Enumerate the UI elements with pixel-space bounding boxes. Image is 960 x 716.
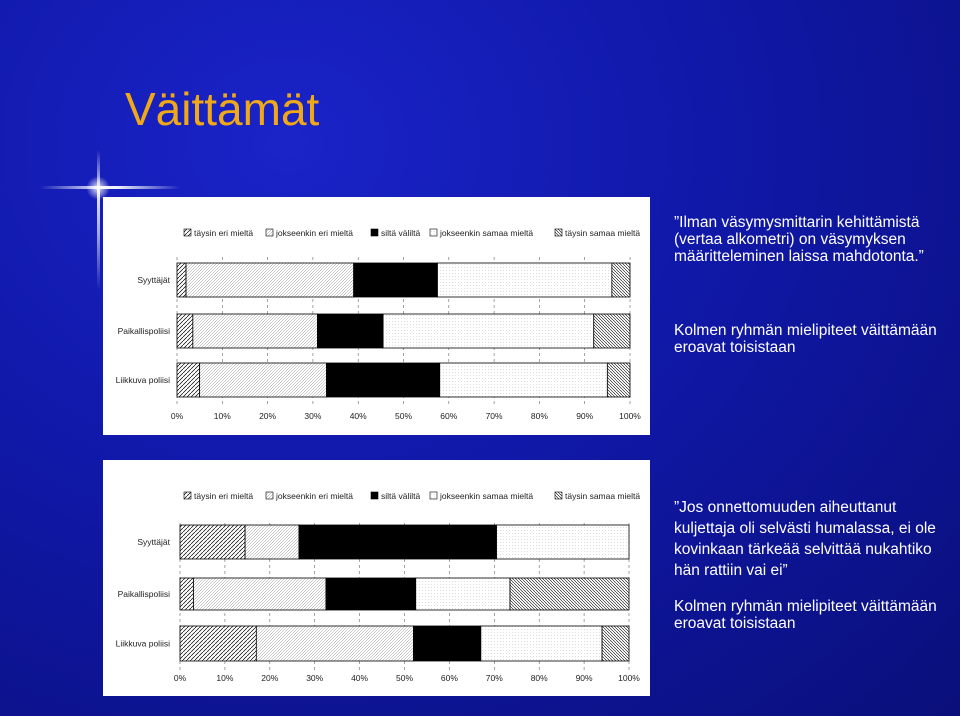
legend-swatch-taysin-samaa-mielta (555, 492, 562, 499)
bar-segment-paikallispoliisi-taysin-samaa-mielta (594, 314, 630, 348)
x-tick-label: 50% (395, 673, 414, 683)
bar-segment-syyttajat-jokseenkin-eri-mielta (245, 525, 299, 559)
x-tick-label: 50% (394, 411, 413, 421)
bar-segment-syyttajat-jokseenkin-samaa-mielta (437, 263, 611, 297)
category-label-liikkuva-poliisi: Liikkuva poliisi (115, 638, 170, 649)
legend-label-taysin-eri-mielta: täysin eri mieltä (194, 491, 254, 501)
bar-segment-paikallispoliisi-jokseenkin-samaa-mielta (383, 314, 594, 348)
bar-segment-syyttajat-taysin-eri-mielta (180, 525, 245, 559)
legend-label-taysin-samaa-mielta: täysin samaa mieltä (565, 491, 641, 501)
legend-label-silta-valilta: siltä väliltä (381, 491, 421, 501)
x-tick-label: 0% (173, 673, 187, 683)
conclusion-1: Kolmen ryhmän mielipiteet väittämään eroavat toisistaan (674, 322, 937, 356)
legend-swatch-silta-valilta (371, 492, 378, 499)
legend-label-taysin-samaa-mielta: täysin samaa mieltä (565, 228, 641, 238)
bar-segment-paikallispoliisi-taysin-eri-mielta (177, 314, 193, 348)
bar-segment-paikallispoliisi-jokseenkin-samaa-mielta (416, 578, 510, 610)
statement-1: ”Ilman väsymysmittarin kehittämistä (vertaa alkometri) on väsymyksen määritteleminen laissa mahdotonta.” (674, 214, 924, 265)
lens-flare-horizontal (40, 186, 180, 189)
legend-swatch-jokseenkin-samaa-mielta (430, 492, 437, 499)
legend-label-taysin-eri-mielta: täysin eri mieltä (194, 228, 254, 238)
legend-swatch-taysin-eri-mielta (184, 229, 191, 236)
x-tick-label: 40% (349, 411, 367, 421)
x-tick-label: 0% (170, 411, 184, 421)
lens-flare-vertical (97, 150, 100, 290)
x-tick-label: 60% (440, 411, 458, 421)
conclusion-2: Kolmen ryhmän mielipiteet väittämään eroavat toisistaan (674, 598, 937, 632)
slide-title: Väittämät (125, 83, 320, 135)
x-tick-label: 100% (619, 411, 641, 421)
x-tick-label: 100% (618, 673, 640, 683)
bar-segment-liikkuva-poliisi-silta-valilta (413, 626, 480, 661)
legend-swatch-taysin-samaa-mielta (555, 229, 562, 236)
x-tick-label: 40% (351, 673, 369, 683)
category-label-paikallispoliisi: Paikallispoliisi (117, 589, 170, 599)
bar-segment-paikallispoliisi-jokseenkin-eri-mielta (193, 314, 318, 348)
bar-segment-syyttajat-silta-valilta (299, 525, 497, 559)
bar-segment-syyttajat-taysin-samaa-mielta (612, 263, 630, 297)
x-tick-label: 60% (440, 673, 458, 683)
legend-label-jokseenkin-samaa-mielta: jokseenkin samaa mieltä (440, 228, 534, 238)
bar-segment-paikallispoliisi-taysin-samaa-mielta (510, 578, 629, 610)
bar-segment-liikkuva-poliisi-silta-valilta (326, 363, 439, 397)
bar-segment-liikkuva-poliisi-taysin-samaa-mielta (607, 363, 630, 397)
bar-segment-liikkuva-poliisi-taysin-eri-mielta (177, 363, 200, 397)
legend-label-silta-valilta: siltä väliltä (381, 228, 421, 238)
chart-panel-2 (103, 460, 650, 696)
x-tick-label: 20% (261, 673, 279, 683)
legend-label-jokseenkin-samaa-mielta: jokseenkin samaa mieltä (440, 491, 534, 501)
x-tick-label: 70% (485, 673, 503, 683)
category-label-paikallispoliisi: Paikallispoliisi (117, 326, 170, 336)
bar-segment-paikallispoliisi-jokseenkin-eri-mielta (193, 578, 325, 610)
category-label-syyttajat: Syyttäjät (137, 537, 170, 547)
bar-segment-liikkuva-poliisi-jokseenkin-eri-mielta (200, 363, 327, 397)
bar-segment-syyttajat-jokseenkin-eri-mielta (186, 263, 354, 297)
x-tick-label: 20% (259, 411, 277, 421)
legend-swatch-jokseenkin-eri-mielta (266, 492, 273, 499)
bar-segment-paikallispoliisi-silta-valilta (326, 578, 416, 610)
bar-segment-liikkuva-poliisi-taysin-eri-mielta (180, 626, 256, 661)
bar-segment-liikkuva-poliisi-jokseenkin-samaa-mielta (481, 626, 602, 661)
legend-swatch-taysin-eri-mielta (184, 492, 191, 499)
legend-swatch-silta-valilta (371, 229, 378, 236)
legend-label-jokseenkin-eri-mielta: jokseenkin eri mieltä (276, 228, 354, 238)
category-label-syyttajat: Syyttäjät (137, 275, 170, 285)
bar-segment-liikkuva-poliisi-jokseenkin-samaa-mielta (440, 363, 608, 397)
bar-segment-liikkuva-poliisi-taysin-samaa-mielta (602, 626, 629, 661)
bar-segment-syyttajat-taysin-eri-mielta (177, 263, 186, 297)
chart-panel-1 (103, 197, 650, 435)
x-tick-label: 80% (530, 411, 548, 421)
legend-swatch-jokseenkin-samaa-mielta (430, 229, 437, 236)
bar-segment-syyttajat-silta-valilta (354, 263, 438, 297)
x-tick-label: 90% (576, 411, 594, 421)
x-tick-label: 80% (530, 673, 548, 683)
x-tick-label: 90% (575, 673, 593, 683)
bar-segment-liikkuva-poliisi-jokseenkin-eri-mielta (256, 626, 413, 661)
x-tick-label: 30% (306, 673, 324, 683)
stacked-bar-chart-2 (103, 460, 650, 696)
bar-segment-paikallispoliisi-silta-valilta (317, 314, 383, 348)
x-tick-label: 70% (485, 411, 503, 421)
bar-segment-syyttajat-jokseenkin-samaa-mielta (497, 525, 629, 559)
legend-swatch-jokseenkin-eri-mielta (266, 229, 273, 236)
bar-segment-paikallispoliisi-taysin-eri-mielta (180, 578, 193, 610)
stacked-bar-chart-1 (103, 197, 650, 435)
legend-label-jokseenkin-eri-mielta: jokseenkin eri mieltä (276, 491, 354, 501)
x-tick-label: 10% (216, 673, 234, 683)
category-label-liikkuva-poliisi: Liikkuva poliisi (115, 375, 170, 385)
x-tick-label: 10% (213, 411, 231, 421)
x-tick-label: 30% (304, 411, 322, 421)
statement-2: ”Jos onnettomuuden aiheuttanut kuljettaja oli selvästi humalassa, ei ole kovinkaan tärkeää selvittää nukahtiko hän rattiin vai ei” (674, 499, 936, 579)
